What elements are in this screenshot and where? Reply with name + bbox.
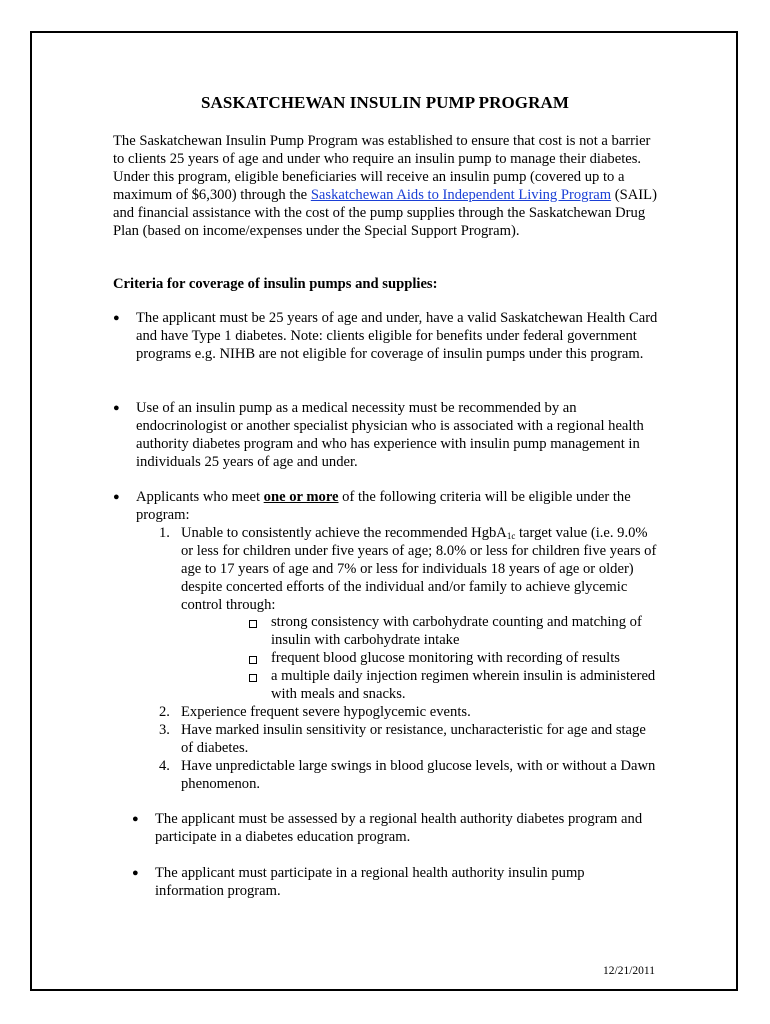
list-number: 2. <box>159 704 170 720</box>
checkbox-icon <box>249 620 257 628</box>
numbered-item-insulin-sensitivity: Have marked insulin sensitivity or resistance, uncharacteristic for age and stage of diabetes. <box>181 722 646 756</box>
checkbox-item-glucose-monitoring: frequent blood glucose monitoring with recording of results <box>271 650 620 666</box>
criterion-diabetes-education: The applicant must be assessed by a regional health authority diabetes program and participate in a diabetes education program. <box>155 811 643 845</box>
checkbox-icon <box>249 674 257 682</box>
numbered-item-hgba1c <box>181 525 661 615</box>
bullet-icon: ● <box>132 867 139 879</box>
checkbox-item-carb-counting: strong consistency with carbohydrate counting and matching of insulin with carbohydrate intake <box>271 614 642 648</box>
criterion-eligibility-text: Applicants who meet <box>136 489 264 505</box>
intro-paragraph <box>113 133 663 240</box>
list-number: 1. <box>159 525 170 541</box>
criterion-pump-information-program: The applicant must participate in a regional health authority insulin pump information program. <box>155 865 585 899</box>
page-title: SASKATCHEWAN INSULIN PUMP PROGRAM <box>200 93 570 112</box>
criterion-eligibility-text-end: of the following criteria will be eligible under the program: <box>136 489 631 523</box>
checkbox-item-injection-regimen: a multiple daily injection regimen wherein insulin is administered with meals and snacks. <box>271 668 656 702</box>
hgba1c-text: Unable to consistently achieve the recommended HgbA <box>181 525 507 541</box>
bullet-icon: ● <box>113 491 120 503</box>
intro-text-end: (SAIL) and financial assistance with the cost of the pump supplies through the Saskatchewan Drug Plan (based on income/expenses under the Special Support Program). <box>113 186 657 239</box>
criteria-heading: Criteria for coverage of insulin pumps and supplies: <box>113 276 438 292</box>
numbered-item-hypoglycemia: Experience frequent severe hypoglycemic events. <box>181 704 471 720</box>
list-number: 4. <box>159 758 170 774</box>
emphasis-one-or-more: one or more <box>263 489 339 505</box>
sail-program-link[interactable]: Saskatchewan Aids to Independent Living Program <box>310 186 612 203</box>
hgba1c-subscript: 1c <box>506 531 516 541</box>
list-number: 3. <box>159 722 170 738</box>
checkbox-icon <box>249 656 257 664</box>
bullet-icon: ● <box>113 402 120 414</box>
criterion-eligibility-list <box>136 489 666 525</box>
hgba1c-text-end: target value (i.e. 9.0% or less for children under five years of age; 8.0% or less for children five years of age to 17 years of age and 7% or less for individuals 18 years of age or older) despite concerted efforts of the individual and/or family to achieve glycemic control through: <box>181 525 657 613</box>
bullet-icon: ● <box>113 312 120 324</box>
numbered-item-glucose-swings: Have unpredictable large swings in blood glucose levels, with or without a Dawn phenomenon. <box>181 758 656 792</box>
bullet-icon: ● <box>132 813 139 825</box>
intro-text-start: The Saskatchewan Insulin Pump Program was established to ensure that cost is not a barrier to clients 25 years of age and under who require an insulin pump to manage their diabetes. Under this program, eligible beneficiaries will receive an insulin pump (covered up to a maximum of $6,300) through the <box>113 133 651 203</box>
criterion-medical-necessity: Use of an insulin pump as a medical necessity must be recommended by an endocrinologist or another specialist physician who is associated with a regional health authority diabetes program and who has experience with insulin pump management in individuals 25 years of age and under. <box>136 400 644 470</box>
criterion-age-health-card: The applicant must be 25 years of age and under, have a valid Saskatchewan Health Card and have Type 1 diabetes. Note: clients eligible for benefits under federal government programs e.g. NIHB are not eligible for coverage of insulin pumps under this program. <box>136 310 658 362</box>
document-date: 12/21/2011 <box>603 965 655 977</box>
